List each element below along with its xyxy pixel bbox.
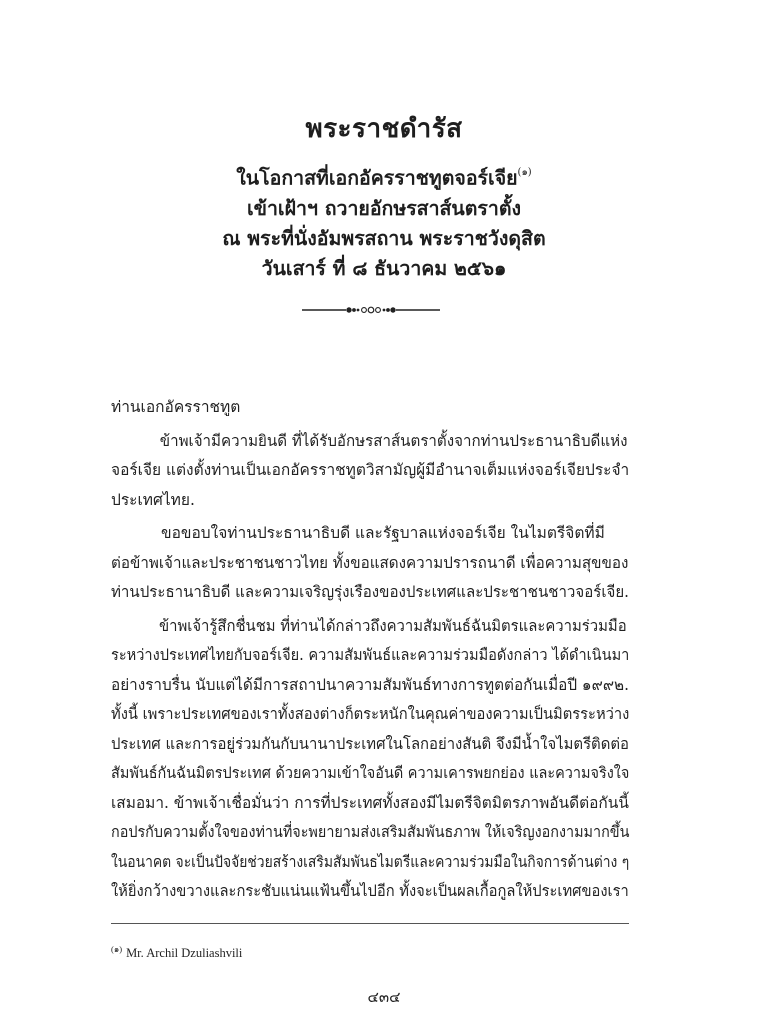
paragraph-line: ประเทศ และการอยู่ร่วมกันกับนานาประเทศในโลกอย่างสันติ จึงมีน้ำใจไมตรีติดต่อ [111,734,629,753]
paragraph-line: ข้าพเจ้ามีความยินดี ที่ได้รับอักษรสาส์นตราตั้งจากท่านประธานาธิบดีแห่ง [159,431,628,450]
paragraph-line: กอปรกับความตั้งใจของท่านที่จะพยายามส่งเสริมสัมพันธภาพ ให้เจริญงอกงามมากขึ้น [111,823,630,841]
paragraph-line: ท่านประธานาธิบดี และความเจริญรุ่งเรืองของประเทศและประชาชนชาวจอร์เจีย. [111,583,629,601]
paragraph-line: ทั้งนี้ เพราะประเทศของเราทั้งสองต่างก็ตระหนักในคุณค่าของความเป็นมิตรระหว่าง [111,705,630,723]
paragraph-line: ข้าพเจ้ารู้สึกชื่นชม ที่ท่านได้กล่าวถึงความสัมพันธ์ฉันมิตรและความร่วมมือ [158,616,627,635]
page-number: ๔๓๔ [367,988,401,1006]
paragraph-line: ขอขอบใจท่านประธานาธิบดี และรัฐบาลแห่งจอร์เจีย ในไมตรีจิตที่มี [161,524,605,542]
paragraph-line: ต่อข้าพเจ้าและประชาชนชาวไทย ทั้งขอแสดงความปรารถนาดี เพื่อความสุขของ [111,553,629,572]
subtitle-line-1-text: ในโอกาสที่เอกอัครราชทูตจอร์เจีย [236,166,518,190]
paragraph-line: อย่างราบรื่น นับแต่ได้มีการสถาปนาความสัมพันธ์ทางการทูตต่อกันเมื่อปี ๑๙๙๒. [111,675,630,694]
ornament-divider-icon [300,302,442,318]
footnote-text: Mr. Archil Dzuliashvili [126,946,243,961]
subtitle-line-4: วันเสาร์ ที่ ๘ ธันวาคม ๒๕๖๑ [261,256,507,280]
paragraph-line: ระหว่างประเทศไทยกับจอร์เจีย. ความสัมพันธ์และความร่วมมือดังกล่าว ได้ดำเนินมา [111,646,630,664]
footnote [111,942,242,961]
footnote-reference-marker: (๑) [517,167,532,178]
paragraph-line: ประเทศไทย. [111,490,195,509]
paragraph-line: จอร์เจีย แต่งตั้งท่านเป็นเอกอัครราชทูตวิสามัญผู้มีอำนาจเต็มแห่งจอร์เจียประจำ [111,461,630,479]
paragraph-3 [111,612,629,907]
paragraph-line: ให้ยิ่งกว้างขวางและกระชับแน่นแฟ้นขึ้นไปอีก ทั้งจะเป็นผลเกื้อกูลให้ประเทศของเรา [111,882,629,900]
subtitle-line-3: ณ พระที่นั่งอัมพรสถาน พระราชวังดุสิต [222,226,546,250]
subtitle-block [0,160,768,284]
paragraph-line: เสมอมา. ข้าพเจ้าเชื่อมั่นว่า การที่ประเทศทั้งสองมีไมตรีจิตมิตรภาพอันดีต่อกันนี้ [111,793,629,812]
paragraph-1 [111,427,629,516]
salutation: ท่านเอกอัครราชทูต [111,398,241,416]
letter-body [111,393,629,911]
paragraph-line: ในอนาคต จะเป็นปัจจัยช่วยสร้างเสริมสัมพันธไมตรีและความร่วมมือในกิจการด้านต่าง ๆ [111,852,630,871]
paragraph-line: สัมพันธ์กันฉันมิตรประเทศ ด้วยความเข้าใจอันดี ความเคารพยกย่อง และความจริงใจ [111,764,630,782]
page-title: พระราชดำรัส [305,114,463,144]
footnote-number: (๑) [111,944,123,954]
subtitle-line-2: เข้าเฝ้าฯ ถวายอักษรสาส์นตราตั้ง [246,196,522,220]
paragraph-2 [111,519,629,608]
subtitle-line-1 [0,160,768,194]
footnote-separator [111,923,629,924]
